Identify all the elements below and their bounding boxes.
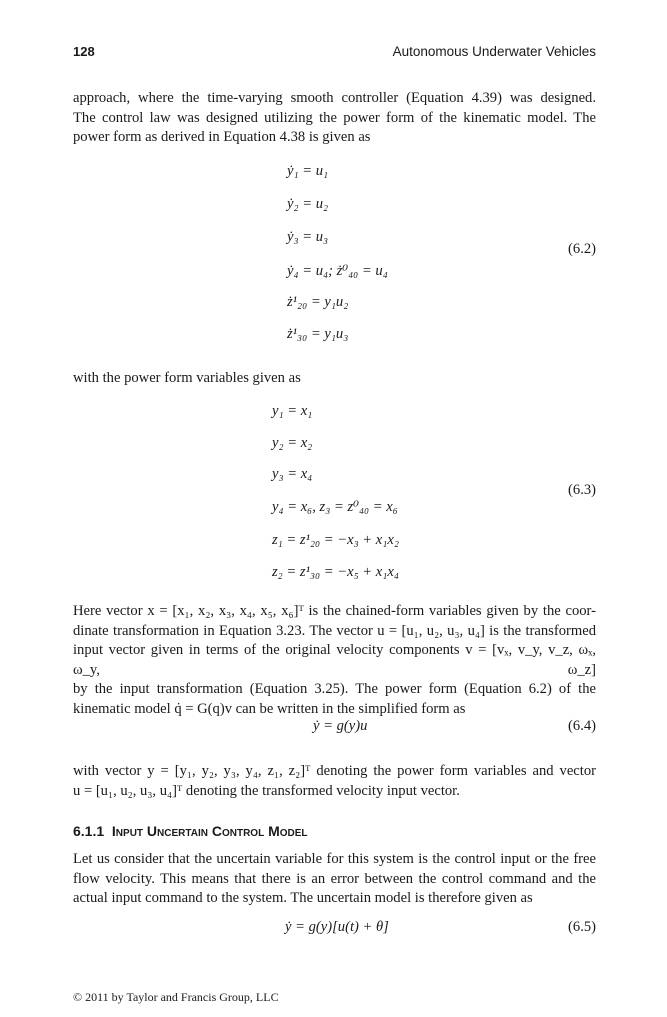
equation-line: y₃ = x₄ bbox=[272, 466, 313, 482]
text-line: power form as derived in Equation 4.38 is given as bbox=[73, 129, 371, 146]
equation-line: ż¹₂₀ = y₁u₂ bbox=[287, 294, 349, 310]
equation-line: z₁ = z¹₂₀ = −x₃ + x₁x₂ bbox=[272, 532, 399, 548]
running-title: Autonomous Underwater Vehicles bbox=[392, 44, 596, 59]
equation-line: y₂ = x₂ bbox=[272, 435, 313, 451]
text-line: input vector given in terms of the original velocity components v = [vₓ, v_y, v_z, ωₓ, ω_y, ω_z] bbox=[73, 642, 596, 678]
text-line: dinate transformation in Equation 3.23. The vector u = [u₁, u₂, u₃, u₄] is the transformed bbox=[73, 622, 596, 639]
paragraph-uncertain bbox=[73, 850, 596, 909]
paragraph-chained-form bbox=[73, 602, 596, 720]
text-line: actual input command to the system. The uncertain model is therefore given as bbox=[73, 890, 533, 907]
text-line: Let us consider that the uncertain variable for this system is the control input or the free bbox=[73, 851, 596, 867]
equation-number: (6.3) bbox=[568, 482, 596, 498]
page-header bbox=[73, 44, 596, 64]
equation-number: (6.4) bbox=[568, 718, 596, 734]
equation-line: ẏ = g(y)[u(t) + θ] bbox=[285, 919, 389, 935]
text-line: approach, where the time-varying smooth controller (Equation 4.39) was designed. bbox=[73, 90, 596, 106]
equation-line: ż¹₃₀ = y₁u₃ bbox=[287, 326, 349, 342]
copyright-footer: © 2011 by Taylor and Francis Group, LLC bbox=[73, 990, 279, 1004]
page-number: 128 bbox=[73, 44, 95, 59]
text-line: u = [u₁, u₂, u₃, u₄]ᵀ denoting the transformed velocity input vector. bbox=[73, 782, 460, 799]
text-line: The control law was designed utilizing the power form of the kinematic model. The bbox=[73, 109, 596, 126]
text-line: with vector y = [y₁, y₂, y₃, y₄, z₁, z₂]ᵀ denoting the power form variables and vector bbox=[73, 763, 596, 779]
text-line: by the input transformation (Equation 3.25). The power form (Equation 6.2) of the bbox=[73, 681, 596, 698]
section-number: 6.1.1 bbox=[73, 823, 105, 839]
text-line: Here vector x = [x₁, x₂, x₃, x₄, x₅, x₆]ᵀ is the chained-form variables given by the coor- bbox=[73, 603, 596, 619]
equation-line: y₁ = x₁ bbox=[272, 403, 313, 419]
equation-number: (6.5) bbox=[568, 919, 596, 935]
section-heading bbox=[73, 823, 308, 839]
equation-line: ẏ₂ = u₂ bbox=[287, 196, 329, 212]
text-line: flow velocity. This means that there is an error between the control command and the bbox=[73, 870, 596, 887]
paragraph-vectors bbox=[73, 762, 596, 801]
equation-line: ẏ₁ = u₁ bbox=[287, 163, 329, 179]
paragraph-intro bbox=[73, 89, 596, 148]
equation-line: ẏ₄ = u₄; ż⁰₄₀ = u₄ bbox=[287, 263, 388, 279]
section-title: Input Uncertain Control Model bbox=[111, 823, 308, 839]
text-line: kinematic model q̇ = G(q)v can be written in the simplified form as bbox=[73, 700, 466, 717]
equation-line: ẏ = g(y)u bbox=[313, 718, 368, 734]
equation-line: y₄ = x₆, z₃ = z⁰₄₀ = x₆ bbox=[272, 499, 398, 515]
paragraph-power-form: with the power form variables given as bbox=[73, 370, 301, 386]
equation-line: ẏ₃ = u₃ bbox=[287, 229, 329, 245]
equation-line: z₂ = z¹₃₀ = −x₅ + x₁x₄ bbox=[272, 564, 399, 580]
equation-number: (6.2) bbox=[568, 241, 596, 257]
